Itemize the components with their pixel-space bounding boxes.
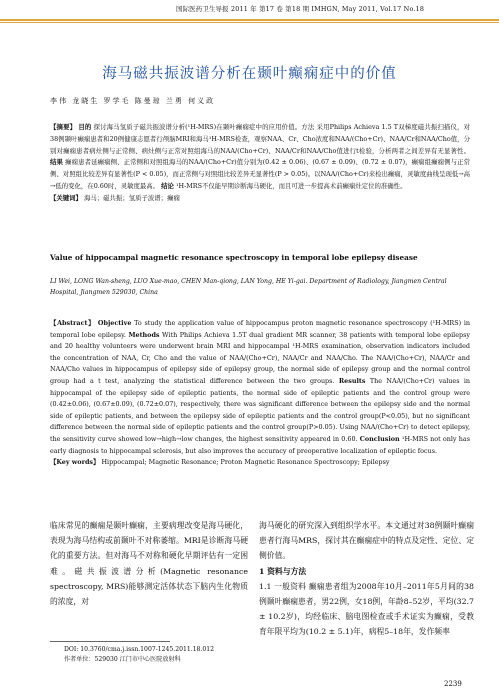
abstract-en [50, 318, 470, 469]
methods-en-text: With Philips Achieva 1.5T dual gradient MR scanner, 38 patients with temporal lobe epilepsy and 20 healthy volunteers were underwent brain MRI and hippocampal ¹H-MRS examination, observation indicators included the concentration of NAA, Cr, Cho and the value of NAA/(Cho+Cr), NAA/Cr and NAA/Cho. The NAA/(Cho+Cr), NAA/Cr and NAA/Cho values in hippocampus of epilepsy side of epilepsy group, the normal side of epilepsy group and the normal control group had a t test, analyzing the statistical difference between the two groups. [50, 330, 470, 385]
body-column-right [259, 518, 474, 640]
conclusion-text: ¹H-MRS不仅能早期诊断海马硬化，而且可进一步提高术前癫痫灶定位的准确性。 [175, 181, 407, 190]
keywords-en-text: Hippocampal; Magnetic Resonance; Proton Magnetic Resonance Spectroscopy; Epilepsy [101, 458, 390, 467]
keywords-text: 海马；磁共振；氢质子波谱；癫痫 [84, 193, 180, 202]
conclusion-label: 结论 [161, 181, 174, 190]
results-label: 结果 [50, 158, 63, 167]
section-heading: 1 资料与方法 [259, 566, 307, 576]
results-en-text: The NAA/(Cho+Cr) values in hippocampal of the epilepsy side of epileptic patients, the normal side of epileptic patients and the control group were (0.42±0.06), (0.67±0.09), (0.72±0.07), respectively, there was significant difference between the epilepsy side and the normal side of epileptic patients, and between the epilepsy side of epileptic patients and the control group(P<0.05), but no significant difference between the normal side of epileptic patients and the control group(P>0.05). Using NAA/(Cho+Cr) to detect epilepsy, the sensitivity curve showed low→high→low changes, the highest sensitivity appeared in 0.60. [50, 376, 470, 443]
objective-en-label: Objective [97, 319, 132, 327]
english-authors: LI Wei, LONG Wan-sheng, LUO Xue-mao, CHEN Man-qiong, LAN Yong, HE Yi-gai. Department of Radiology, Jiangmen Central Hospital, Jiangmen 529030, China [50, 278, 447, 296]
keywords-label: 【关键词】 [50, 193, 82, 202]
abstract-cn [50, 122, 470, 205]
objective-label: 目的 [78, 123, 92, 131]
results-en-label: Results [338, 376, 366, 385]
footnote-doi: DOI: 10.3760/cma.j.issn.1007-1245.2011.18.012 [64, 646, 214, 653]
methods-text: 采用Philips Achieva 1.5 T双梯度磁共振扫描仪，对38例颞叶癫痫患者和20例健康志愿者行颅脑MRI和海马¹H-MRS检查，观察NAA、Cr、Cho浓度和NAA/(Cho+Cr)、NAA/Cr和NAA/Cho值，分别对癫痫患者病灶侧与正常侧、病灶侧与正常对照组海马的NAA/(Cho+Cr)、NAA/Cr和NAA/Cho值进行t检验，分析两者之间差异有无显著性。 [50, 123, 470, 155]
body-column-left: 临床常见的癫痫是颞叶癫痫，主要病理改变是海马硬化，表现为海马结构或前颞叶不对称萎缩。MRI是诊断海马硬化的重要方法。但对海马不对称和硬化早期评估有一定困难。磁共振波谱分析(Magnetic resonance spectroscopy, MRS)能够测定活体状态下脑内生化物质的浓度，对 [50, 521, 248, 607]
conclusion-en-text: ¹H-MRS not only has early diagnosis to hippocampal sclerosis, but also improves the accuracy of preoperative localization of epileptic focus. [50, 434, 470, 455]
methods-en-label: Methods [128, 330, 160, 339]
article-title: 海马磁共振波谱分析在颞叶癫痫症中的价值 [102, 66, 397, 82]
keywords-en-label: 【Key words】 [50, 458, 100, 467]
footnote-rule [50, 641, 170, 642]
section-1-1: 1.1 一般资料 癫痫患者组为2008年10月–2011年5月间的38例颞叶癫痫患者，男22例，女18例，年龄8–52岁，平均(32.7 ± 10.2岁)，均经临床、脑电图检查或手术证实为癫痫，受教育年限平均为(10.2 ± 5.1)年，病程5–18年，发作频率 [259, 581, 474, 637]
footnote-affiliation: 作者单位：529030 江门市中心医院放射科 [64, 656, 181, 663]
footnote [64, 645, 214, 665]
page-number: 2239 [444, 680, 462, 688]
header-rule-thin [0, 22, 499, 23]
header-rule [0, 19, 499, 21]
abstract-label: 【摘要】 [50, 123, 77, 131]
english-title: Value of hippocampal magnetic resonance spectroscopy in temporal lobe epilepsy disease [50, 253, 418, 262]
running-header: 国际医药卫生导报 2011 年 第17 卷 第18 期 IMHGN, May 2011, Vol.17 No.18 [176, 5, 425, 13]
abstract-en-label: 【Abstract】 [50, 319, 96, 327]
objective-text: 探讨海马氢质子磁共振波谱分析(¹H-MRS)在颞叶癫痫症中的应用价值。方法 [93, 123, 315, 131]
results-text: 癫痫患者延癫痫侧、正常侧和对照组海马的NAA/(Cho+Cr)值分别为(0.42 ± 0.06)、(0.67 ± 0.09)、(0.72 ± 0.07)，癫痫组癫痫侧与正常侧、对照组比较差异有显著性(P < 0.05)，而正常侧与对照组比较差异无显著性(P > 0.05)。以NAA/(Cho+Cr)来检出癫痫，灵敏度曲线呈现低→高→低的变化，在0.60时，灵敏度最高。 [50, 158, 471, 190]
conclusion-en-label: Conclusion [359, 434, 400, 443]
objective-en-text: To study the application value of hippocampus proton magnetic resonance spectroscopy (¹H-MRS) in temporal lobe epilepsy. [50, 319, 470, 339]
authors-cn: 李伟 龙晓生 罗学毛 陈曼琼 兰勇 何义政 [50, 97, 216, 105]
body-intro: 海马硬化的研究深入到组织学水平。本文通过对38例颞叶癫痫患者行海马MRS，探讨其在癫痫症中的特点及定性、定位、定侧价值。 [259, 521, 474, 561]
